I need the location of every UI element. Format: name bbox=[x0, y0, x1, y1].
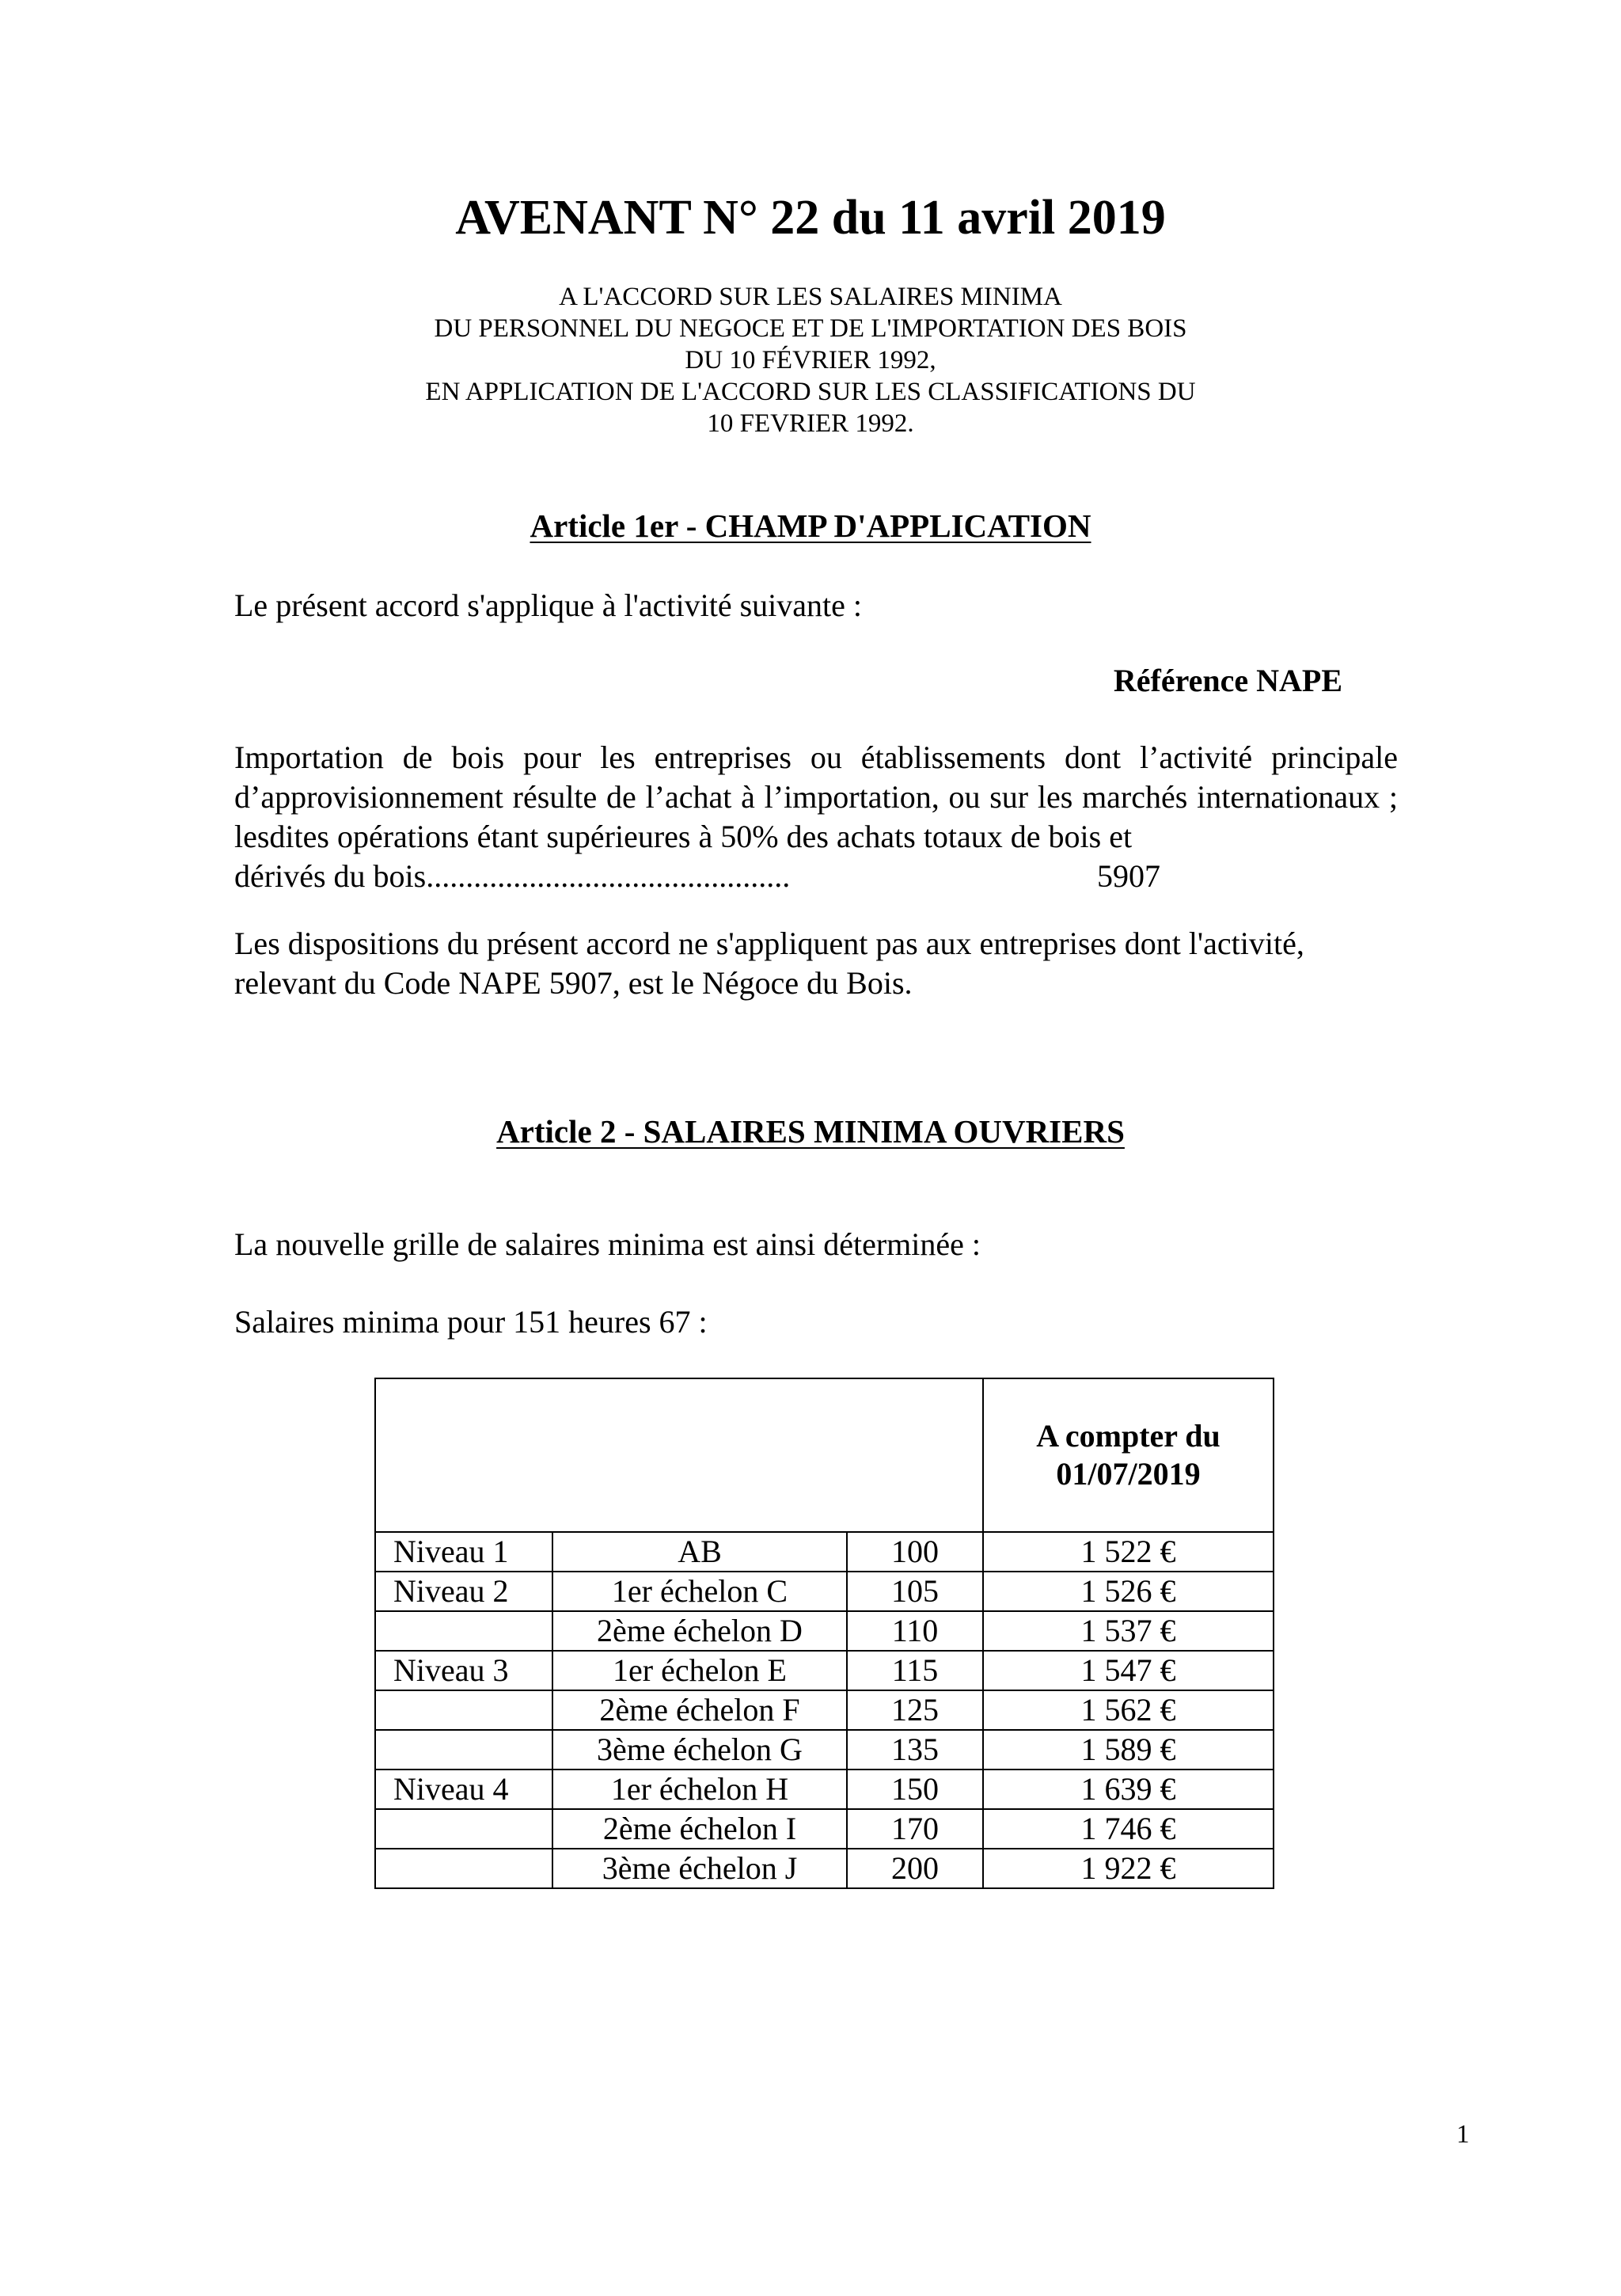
subtitle-line: EN APPLICATION DE L'ACCORD SUR LES CLASSIFICATIONS DU bbox=[425, 378, 1196, 406]
niveau-cell: Niveau 4 bbox=[375, 1770, 552, 1809]
coefficient-cell: 150 bbox=[847, 1770, 983, 1809]
niveau-cell bbox=[375, 1690, 552, 1730]
echelon-cell: 3ème échelon J bbox=[552, 1849, 847, 1888]
article2-heading: Article 2 - SALAIRES MINIMA OUVRIERS bbox=[496, 1113, 1125, 1150]
salary-cell: 1 922 € bbox=[983, 1849, 1274, 1888]
import-activity-last-line bbox=[234, 857, 1398, 896]
article2-hours-label: Salaires minima pour 151 heures 67 : bbox=[234, 1304, 708, 1340]
table-row bbox=[375, 1809, 1274, 1849]
coefficient-cell: 125 bbox=[847, 1690, 983, 1730]
salary-cell: 1 526 € bbox=[983, 1572, 1274, 1611]
echelon-cell: 1er échelon E bbox=[552, 1651, 847, 1690]
niveau-cell bbox=[375, 1849, 552, 1888]
date-header-line: A compter du bbox=[1036, 1418, 1220, 1454]
salary-cell: 1 562 € bbox=[983, 1690, 1274, 1730]
table-row bbox=[375, 1730, 1274, 1770]
echelon-cell: 1er échelon C bbox=[552, 1572, 847, 1611]
echelon-cell: 1er échelon H bbox=[552, 1770, 847, 1809]
coefficient-cell: 115 bbox=[847, 1651, 983, 1690]
salary-cell: 1 589 € bbox=[983, 1730, 1274, 1770]
table-row bbox=[375, 1572, 1274, 1611]
nape-code: 5907 bbox=[1097, 858, 1160, 894]
coefficient-cell: 110 bbox=[847, 1611, 983, 1651]
table-row bbox=[375, 1849, 1274, 1888]
import-activity-leader: dérivés du bois.............................................. bbox=[234, 858, 791, 894]
table-row bbox=[375, 1690, 1274, 1730]
echelon-cell: 2ème échelon I bbox=[552, 1809, 847, 1849]
salary-cell: 1 746 € bbox=[983, 1809, 1274, 1849]
table-row bbox=[375, 1532, 1274, 1572]
salary-cell: 1 537 € bbox=[983, 1611, 1274, 1651]
article1-exclusion: Les dispositions du présent accord ne s'appliquent pas aux entreprises dont l'activité, relevant du Code NAPE 5907, est le Négoce du Bois. bbox=[234, 926, 1304, 1001]
import-activity-paragraph bbox=[234, 738, 1398, 896]
echelon-cell: 2ème échelon D bbox=[552, 1611, 847, 1651]
salary-table bbox=[374, 1378, 1274, 1889]
document-title: AVENANT N° 22 du 11 avril 2019 bbox=[455, 191, 1166, 245]
niveau-cell bbox=[375, 1809, 552, 1849]
echelon-cell: AB bbox=[552, 1532, 847, 1572]
niveau-cell bbox=[375, 1611, 552, 1651]
table-row bbox=[375, 1651, 1274, 1690]
echelon-cell: 2ème échelon F bbox=[552, 1690, 847, 1730]
coefficient-cell: 105 bbox=[847, 1572, 983, 1611]
article1-intro: Le présent accord s'applique à l'activité suivante : bbox=[234, 587, 862, 623]
niveau-cell: Niveau 3 bbox=[375, 1651, 552, 1690]
document-subtitle bbox=[0, 281, 1621, 439]
salary-cell: 1 639 € bbox=[983, 1770, 1274, 1809]
date-header-line: 01/07/2019 bbox=[1056, 1456, 1201, 1492]
salary-table-body bbox=[375, 1532, 1274, 1888]
table-row bbox=[375, 1611, 1274, 1651]
salary-cell: 1 547 € bbox=[983, 1651, 1274, 1690]
import-activity-text: Importation de bois pour les entreprises ou établissements dont l’activité principale d’approvisionnement résulte de l’achat à l’importation, ou sur les marchés internationaux ; lesdites opérations étant supérieures à 50% des achats totaux de bois et bbox=[234, 739, 1398, 854]
coefficient-cell: 100 bbox=[847, 1532, 983, 1572]
subtitle-line: 10 FEVRIER 1992. bbox=[707, 409, 914, 438]
niveau-cell bbox=[375, 1730, 552, 1770]
article1-heading: Article 1er - CHAMP D'APPLICATION bbox=[530, 507, 1091, 544]
table-row bbox=[375, 1770, 1274, 1809]
subtitle-line: A L'ACCORD SUR LES SALAIRES MINIMA bbox=[559, 283, 1062, 311]
echelon-cell: 3ème échelon G bbox=[552, 1730, 847, 1770]
reference-nape-label: Référence NAPE bbox=[1113, 663, 1342, 698]
salary-table-header-row bbox=[375, 1378, 1274, 1532]
subtitle-line: DU PERSONNEL DU NEGOCE ET DE L'IMPORTATION DES BOIS bbox=[434, 314, 1187, 343]
coefficient-cell: 200 bbox=[847, 1849, 983, 1888]
subtitle-line: DU 10 FÉVRIER 1992, bbox=[685, 346, 936, 374]
page-number: 1 bbox=[1456, 2120, 1470, 2149]
coefficient-cell: 135 bbox=[847, 1730, 983, 1770]
salary-cell: 1 522 € bbox=[983, 1532, 1274, 1572]
niveau-cell: Niveau 2 bbox=[375, 1572, 552, 1611]
salary-table-date-header bbox=[983, 1378, 1274, 1532]
salary-table-header-blank bbox=[375, 1378, 983, 1532]
article2-grid-intro: La nouvelle grille de salaires minima est ainsi déterminée : bbox=[234, 1226, 981, 1262]
coefficient-cell: 170 bbox=[847, 1809, 983, 1849]
niveau-cell: Niveau 1 bbox=[375, 1532, 552, 1572]
